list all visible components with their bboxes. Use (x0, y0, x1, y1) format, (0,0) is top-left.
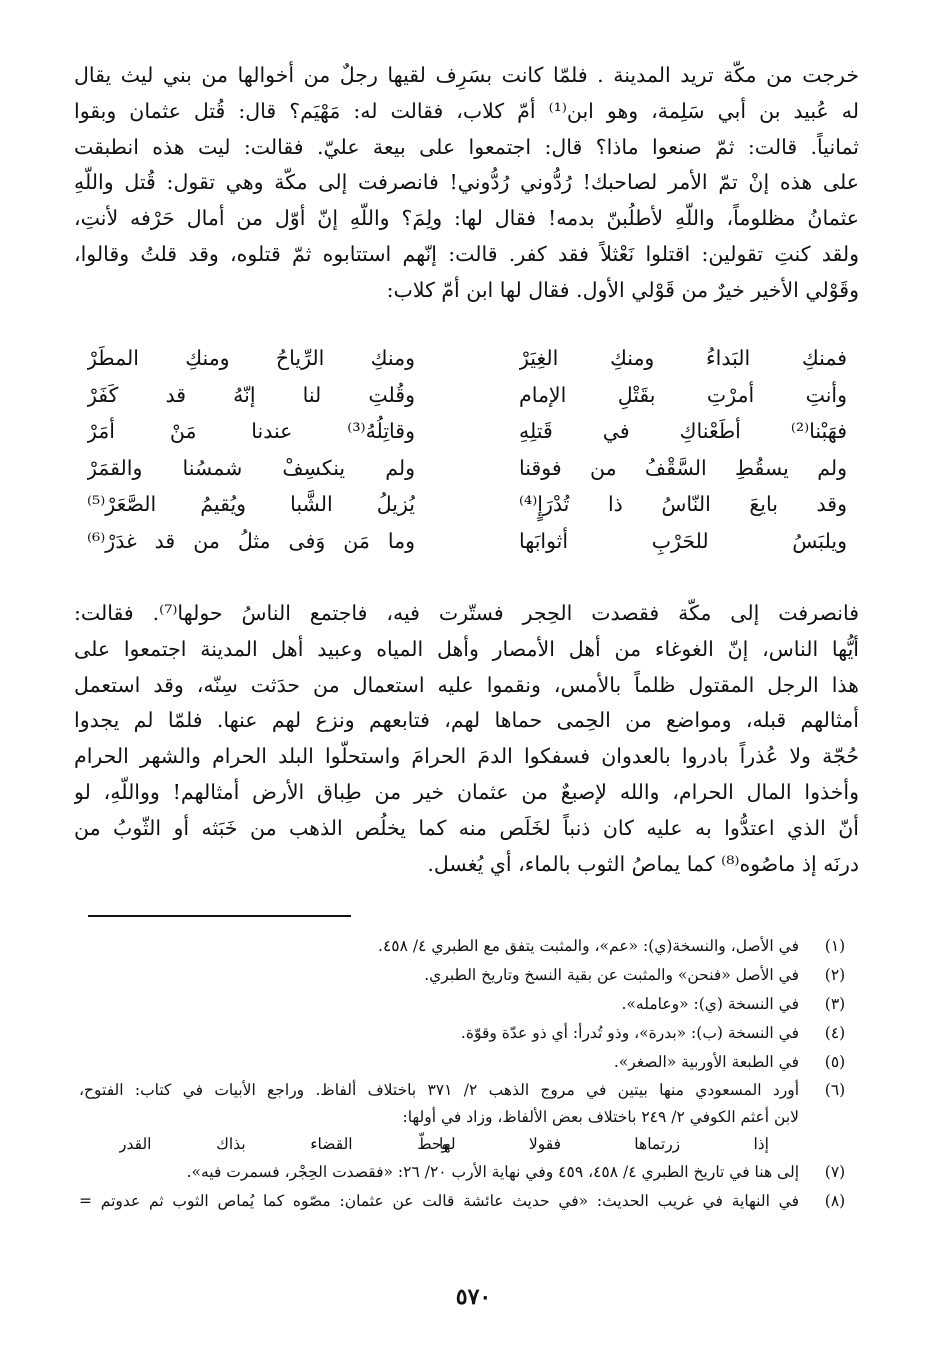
first-hemistich: ولم يسقُطِ السَّقْفُ من فوقنا (519, 455, 847, 480)
paragraph-2 (74, 596, 859, 882)
footnote-text: أورد المسعودي منها بيتين في مروج الذهب ٢/ ٣٧١ باختلاف ألفاظ. وراجع الأبيات في كتاب: الفتوح، (79, 1081, 799, 1099)
footnote (79, 961, 859, 990)
second-hemistich: ومنكِ الرِّياحُ ومنكِ المطَرْ (87, 346, 415, 370)
text-line: ثمانياً. قالت: ثمّ صنعوا ماذا؟ قال: اجتمعوا على بيعة عليّ. فقالت: ليت هذه انطبقت (74, 134, 859, 159)
footnote (79, 1048, 859, 1077)
poem-verse (87, 413, 847, 450)
text-line: أيُّها الناس، إنّ الغوغاء من أهل الأمصار وأهل المياه وعبيد أهل المدينة اجتمعوا على (74, 636, 859, 661)
second-hemistich: يُزيلُ الشَّبا ويُقيمُ الصَّعَرْ⁽⁵⁾ (87, 492, 415, 516)
text-line: خرجت من مكّة تريد المدينة . فلمّا كانت بسَرِف لقيها رجلٌ من أخوالها من بني ليث يقال (74, 63, 859, 87)
text-line: ولقد كنتِ تقولين: اقتلوا نَعْثلاً فقد كفر. قالت: إنّهم استتابوه ثمّ قتلوه، وقد قلتُ وقالوا، (74, 241, 859, 266)
second-hemistich: وما مَن وَفى مثلُ من قد غدَرْ⁽⁶⁾ (87, 528, 415, 553)
footnote (79, 1158, 859, 1187)
footnote-text: في النهاية في غريب الحديث: «في حديث عائشة قالت عن عثمان: مصّوه كما يُماص الثوب ثم عدوتم = (79, 1192, 799, 1210)
footnote-text: في النسخة (ي): «وعامله». (621, 995, 799, 1013)
text-line: هذا الرجل المقتول ظلماً بالأمس، ونقموا عليه استعمال من حدَثت سِنّه، وقد استعمل (74, 672, 859, 697)
footnote-text: في الأصل، والنسخة(ي): «عم»، والمثبت يتفق مع الطبري ٤/ ٤٥٨. (378, 937, 799, 955)
text-line: له عُبيد بن أبي سَلِمة، وهو ابن⁽¹⁾ أمّ كلاب، فقالت له: مَهْيَم؟ قال: قُتل عثمان وبقوا (74, 98, 859, 123)
footnote (79, 1187, 859, 1216)
footnote-number: (٨) (824, 1192, 846, 1210)
footnote-verse (79, 1131, 799, 1158)
footnote-number: (١) (824, 937, 846, 955)
text-line: وأخذوا المال الحرام، والله لإصبعٌ من عثمان خير من طِباق الأرض أمثالهم! وواللّهِ، لو (74, 779, 859, 804)
text-line: عثمانُ مظلوماً، واللّهِ لأطلُبنّ بدمه! فقال لها: ولِمَ؟ واللّهِ إنّ أوّل من أمال حَرْفه لأنتِ، (74, 206, 859, 231)
text-line: أمثالهم قبله، ومواضع من الحِمى حماها لهم، فتابعهم ونزع لهم عنها. فلمّا لم يجدوا (74, 708, 859, 733)
footnote-number: (٣) (824, 995, 846, 1013)
footnote-number: (٤) (824, 1024, 846, 1042)
first-hemistich: فهَبْنا⁽²⁾ أطَعْناكِ في قَتلِهِ (519, 419, 847, 443)
poem (87, 340, 847, 559)
text-line: حُجّة ولا عُذراً بادروا بالعدوان فسفكوا الدمَ الحرامَ واستحلّوا البلد الحرام والشهر الحرام (74, 744, 859, 769)
poem-verse (87, 486, 847, 523)
paragraph-1 (74, 58, 859, 309)
footnote-number: (٧) (824, 1163, 846, 1181)
second-hemistich: وحطّ القضاء بذاك القدر (119, 1135, 449, 1153)
footnote-text: في الطبعة الأوربية «الصغر». (613, 1053, 799, 1071)
footnote (79, 990, 859, 1019)
poem-verse (87, 377, 847, 414)
text-line: أنّ الذي اعتدُّوا به عليه كان ذنباً لخَلَص منه كما يخلُص الذهب من خَبَثه أو الثّوبُ من (74, 815, 859, 840)
poem-verse (87, 450, 847, 487)
footnotes (79, 932, 859, 1216)
footnote-number: (٢) (824, 966, 846, 984)
footnote (79, 1077, 859, 1158)
first-hemistich: إذا زرتماها فقولا لها (439, 1135, 769, 1153)
page-number: ٥٧٠ (455, 1284, 492, 1310)
text-line: على هذه إنْ تمّ الأمر لصاحبك! رُدُّوني رُدُّوني! فانصرفت إلى مكّة وهي تقول: قُتل واللّهِ (74, 170, 859, 195)
text-line: درنَه إذ ماصُوه⁽⁸⁾ كما يماصُ الثوب بالماء، أي يُغسل. (427, 851, 859, 876)
first-hemistich: وقد بايعَ النّاسُ ذا تُدْرَإٍ⁽⁴⁾ (519, 492, 847, 516)
footnote-separator (88, 915, 351, 917)
footnote (79, 932, 859, 961)
poem-verse (87, 340, 847, 377)
footnote (79, 1019, 859, 1048)
text-line: فانصرفت إلى مكّة فقصدت الحِجر فستّرت فيه، فاجتمع الناسُ حولها⁽⁷⁾. فقالت: (74, 601, 859, 625)
first-hemistich: ويلبَسُ للحَرْبِ أثوابَها (519, 528, 847, 553)
footnote-text: إلى هنا في تاريخ الطبري ٤/ ٤٥٨، ٤٥٩ وفي نهاية الأرب ٢٠/ ٢٦: «فقصدت الحِجْر، فسمرت فيه». (186, 1163, 799, 1181)
text-line: وقَوْلي الأخير خيرٌ من قَوْلي الأول. فقال لها ابن أمّ كلاب: (386, 277, 859, 302)
footnote-text: في الأصل «فنحن» والمثبت عن بقية النسخ وتاريخ الطبري. (424, 966, 799, 984)
first-hemistich: وأنتِ أمرْتِ بقَتْلِ الإمام (519, 382, 847, 407)
second-hemistich: ولم ينكسِفْ شمسُنا والقمَرْ (87, 455, 415, 480)
first-hemistich: فمنكِ البَداءُ ومنكِ الغِيَرْ (519, 346, 847, 370)
poem-verse (87, 523, 847, 560)
footnote-number: (٥) (824, 1053, 846, 1071)
second-hemistich: وقاتِلُهُ⁽³⁾ عندنا مَنْ أمَرْ (87, 419, 415, 443)
second-hemistich: وقُلتِ لنا إنّهُ قد كَفَرْ (87, 382, 415, 407)
footnote-text: في النسخة (ب): «بدرة»، وذو تُدرأ: أي ذو عدّة وقوّة. (460, 1024, 799, 1042)
footnote-number: (٦) (824, 1081, 846, 1099)
footnote-text: لابن أعثم الكوفي ٢/ ٢٤٩ باختلاف بعض الألفاظ، وزاد في أولها: (402, 1108, 799, 1126)
